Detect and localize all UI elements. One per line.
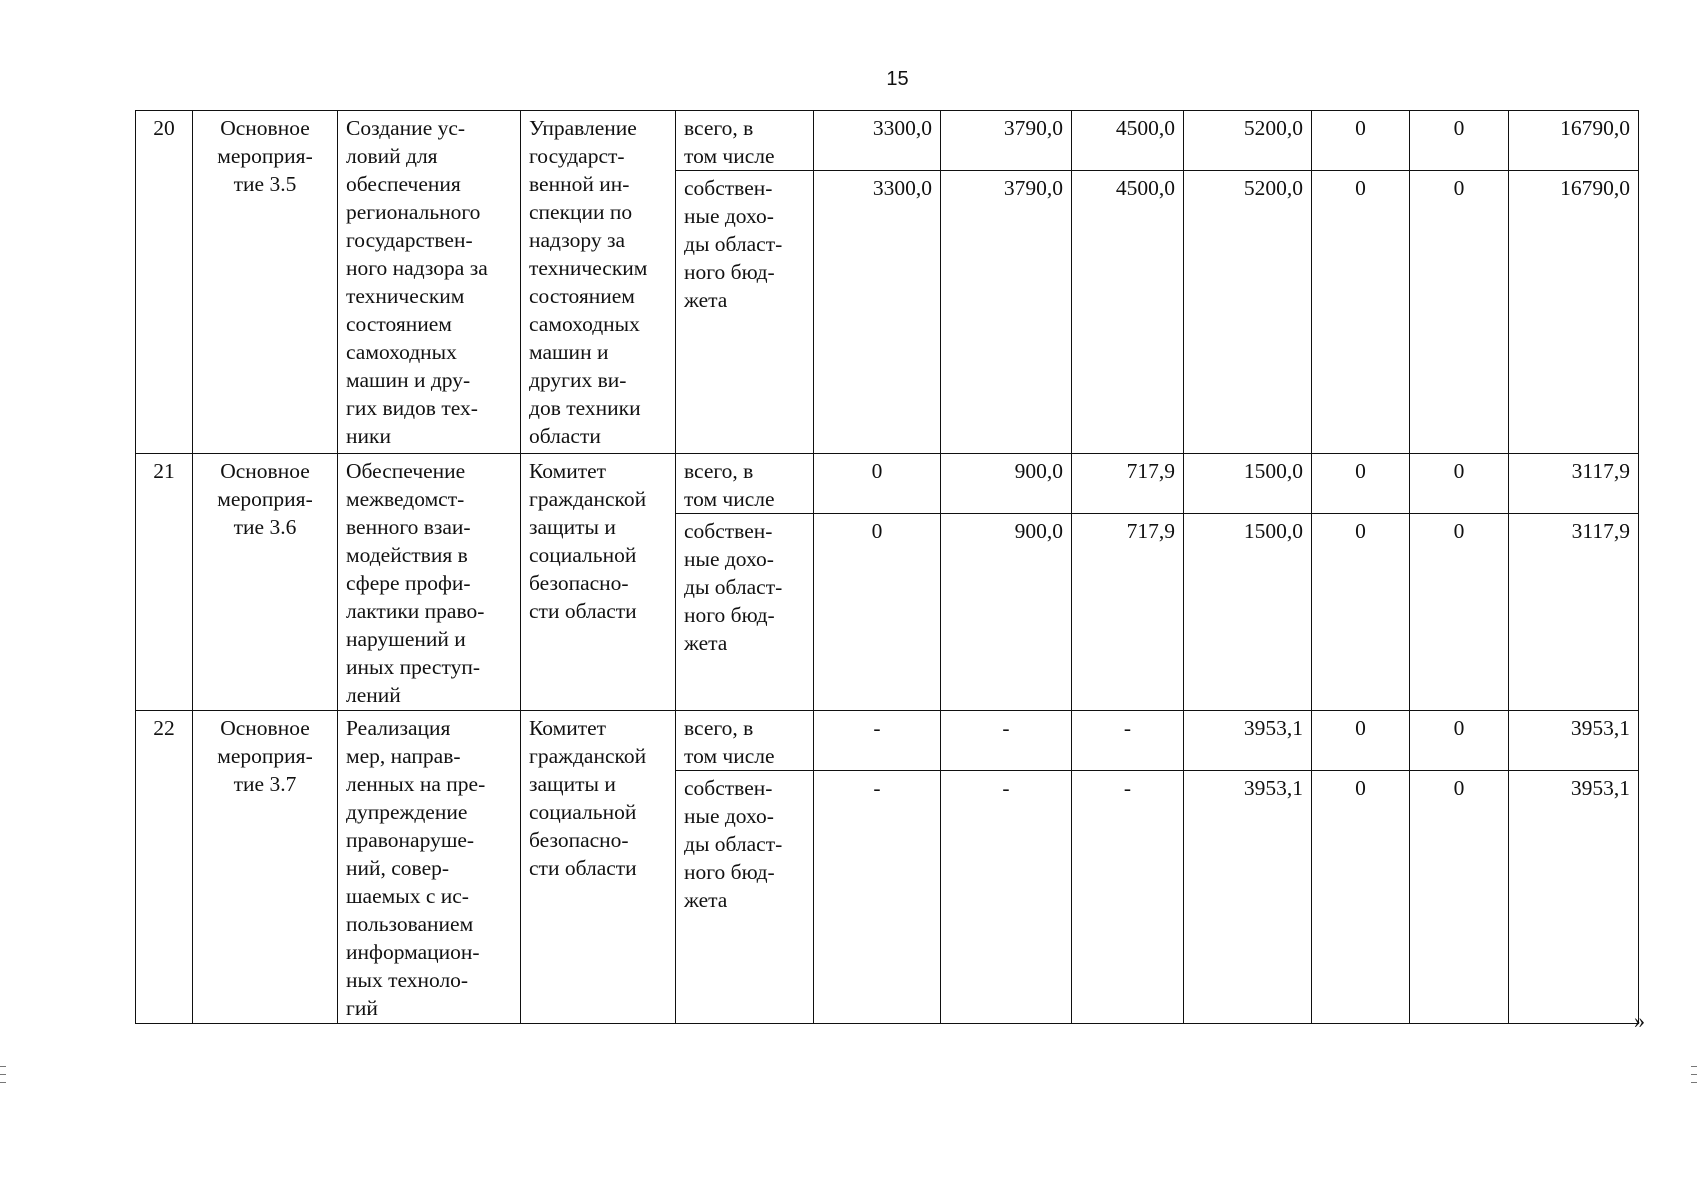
funding-source-total-label: всего, в том числе xyxy=(676,711,814,771)
executor: Комитет гражданской защиты и социальной безопасно- сти области xyxy=(521,711,676,1024)
year-amount: 3300,0 xyxy=(814,171,941,454)
executor: Управление государст- венной ин- спекции по надзору за техническим состоянием самоходных машин и других ви- дов техники области xyxy=(521,111,676,454)
year-amount: 3300,0 xyxy=(814,111,941,171)
year-amount: 0 xyxy=(1410,711,1509,771)
year-amount: - xyxy=(814,711,941,771)
executor: Комитет гражданской защиты и социальной безопасно- сти области xyxy=(521,454,676,711)
year-amount: 4500,0 xyxy=(1072,171,1184,454)
year-amount: 0 xyxy=(1410,111,1509,171)
funding-source-own-label: собствен- ные дохо- ды област- ного бюд- жета xyxy=(676,771,814,1024)
year-amount: 3953,1 xyxy=(1184,711,1312,771)
table-row xyxy=(136,711,1639,771)
total-amount: 3117,9 xyxy=(1509,454,1639,514)
year-amount: 0 xyxy=(1312,454,1410,514)
left-margin-tick xyxy=(0,1082,6,1083)
year-amount: 0 xyxy=(1312,171,1410,454)
row-number: 22 xyxy=(136,711,193,1024)
total-amount: 3953,1 xyxy=(1509,711,1639,771)
year-amount: 0 xyxy=(1312,111,1410,171)
total-amount: 3117,9 xyxy=(1509,514,1639,711)
event-code: Основное мероприя- тие 3.5 xyxy=(193,111,338,454)
funding-source-total-label: всего, в том числе xyxy=(676,111,814,171)
page-number: 15 xyxy=(886,68,909,90)
event-name: Реализация мер, направ- ленных на пре- дупреждение правонаруше- ний, совер- шаемых с ис- пользованием информацион- ных техноло- гий xyxy=(338,711,521,1024)
year-amount: 0 xyxy=(1410,454,1509,514)
year-amount: 0 xyxy=(1410,771,1509,1024)
event-name: Обеспечение межведомст- венного взаи- модействия в сфере профи- лактики право- нарушений и иных преступ- лений xyxy=(338,454,521,711)
event-code: Основное мероприя- тие 3.7 xyxy=(193,711,338,1024)
year-amount: 3790,0 xyxy=(941,111,1072,171)
table-row xyxy=(136,454,1639,514)
total-amount: 16790,0 xyxy=(1509,171,1639,454)
year-amount: - xyxy=(941,771,1072,1024)
event-name: Создание ус- ловий для обеспечения регионального государствен- ного надзора за техническим состоянием самоходных машин и дру- гих видов тех- ники xyxy=(338,111,521,454)
left-margin-tick xyxy=(0,1066,6,1067)
year-amount: 3790,0 xyxy=(941,171,1072,454)
funding-source-own-label: собствен- ные дохо- ды област- ного бюд- жета xyxy=(676,171,814,454)
year-amount: 0 xyxy=(814,454,941,514)
year-amount: - xyxy=(1072,771,1184,1024)
year-amount: 0 xyxy=(1312,711,1410,771)
year-amount: - xyxy=(941,711,1072,771)
total-amount: 16790,0 xyxy=(1509,111,1639,171)
table-row xyxy=(136,111,1639,171)
year-amount: 717,9 xyxy=(1072,514,1184,711)
row-number: 20 xyxy=(136,111,193,454)
closing-quote-mark: » xyxy=(1634,1008,1645,1033)
right-margin-tick xyxy=(1691,1066,1697,1067)
left-margin-tick xyxy=(0,1074,6,1075)
year-amount: 900,0 xyxy=(941,454,1072,514)
row-number: 21 xyxy=(136,454,193,711)
year-amount: 3953,1 xyxy=(1184,771,1312,1024)
total-amount: 3953,1 xyxy=(1509,771,1639,1024)
year-amount: 717,9 xyxy=(1072,454,1184,514)
funding-source-own-label: собствен- ные дохо- ды област- ного бюд- жета xyxy=(676,514,814,711)
program-funding-table xyxy=(135,110,1639,1024)
year-amount: 5200,0 xyxy=(1184,111,1312,171)
year-amount: 900,0 xyxy=(941,514,1072,711)
year-amount: - xyxy=(1072,711,1184,771)
year-amount: 1500,0 xyxy=(1184,514,1312,711)
right-margin-tick xyxy=(1691,1074,1697,1075)
year-amount: 0 xyxy=(1312,514,1410,711)
year-amount: - xyxy=(814,771,941,1024)
right-margin-tick xyxy=(1691,1082,1697,1083)
funding-source-total-label: всего, в том числе xyxy=(676,454,814,514)
year-amount: 0 xyxy=(1312,771,1410,1024)
event-code: Основное мероприя- тие 3.6 xyxy=(193,454,338,711)
year-amount: 0 xyxy=(1410,514,1509,711)
year-amount: 1500,0 xyxy=(1184,454,1312,514)
year-amount: 4500,0 xyxy=(1072,111,1184,171)
year-amount: 5200,0 xyxy=(1184,171,1312,454)
year-amount: 0 xyxy=(1410,171,1509,454)
year-amount: 0 xyxy=(814,514,941,711)
